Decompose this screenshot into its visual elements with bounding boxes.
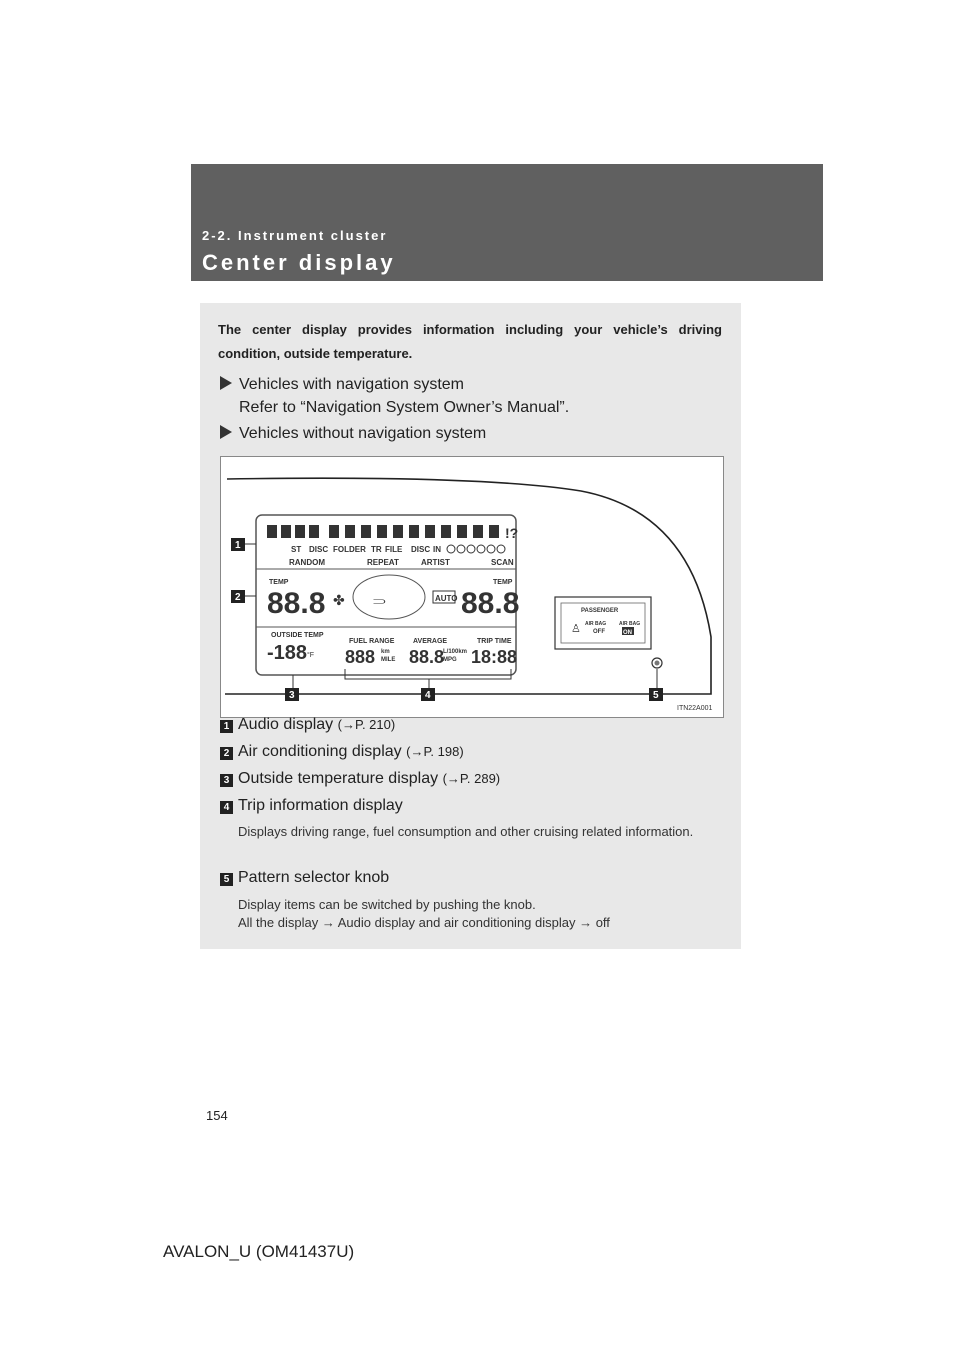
average-label: AVERAGE xyxy=(413,638,448,645)
item-label: Pattern selector knob xyxy=(238,869,390,886)
bullet-navigation xyxy=(220,373,569,419)
warning-symbol: !? xyxy=(505,525,519,541)
trip-bracket xyxy=(345,669,511,679)
item-label: Trip information display xyxy=(238,797,403,814)
page-title: Center display xyxy=(202,250,396,275)
triangle-bullet-icon xyxy=(220,376,232,390)
average-unit-mpg: MPG xyxy=(443,657,457,663)
airbag-on: ON xyxy=(623,630,632,636)
section-label: 2-2. Instrument cluster xyxy=(202,228,388,243)
audio-label-st: ST xyxy=(291,545,302,554)
fuel-range-unit-km: km xyxy=(381,649,390,655)
bullet-no-navigation xyxy=(220,422,486,445)
audio-label-disc-2: DISC xyxy=(411,545,431,554)
audio-label-tr: TR xyxy=(371,545,382,554)
item-number: 4 xyxy=(220,801,233,814)
item-audio-display xyxy=(220,715,395,735)
fuel-range-unit-mile: MILE xyxy=(381,657,396,663)
knob-description-1: Display items can be switched by pushing the knob. xyxy=(238,897,536,912)
page-reference: (→P. 198) xyxy=(406,744,464,759)
ac-temp-value-left: 88.8 xyxy=(267,587,326,620)
center-display-illustration xyxy=(221,457,723,717)
callout-3: 3 xyxy=(289,690,295,701)
page-number: 154 xyxy=(206,1108,228,1123)
item-trip-info-display xyxy=(220,796,403,816)
audio-label-in: IN xyxy=(433,545,441,554)
document-footer: AVALON_U (OM41437U) xyxy=(163,1242,355,1261)
airbag-label-off: AIR BAG xyxy=(585,621,607,627)
fuel-range-label: FUEL RANGE xyxy=(349,638,395,645)
ac-temp-label-left: TEMP xyxy=(269,579,289,586)
outside-temp-unit: °F xyxy=(307,652,315,659)
auto-indicator: AUTO xyxy=(435,594,458,603)
fan-icon: ✤ xyxy=(333,592,345,608)
callout-2: 2 xyxy=(235,592,241,603)
triangle-bullet-icon xyxy=(220,425,232,439)
item-label: Audio display xyxy=(238,716,334,733)
item-number: 1 xyxy=(220,720,233,733)
ac-temp-value-right: 88.8 xyxy=(461,587,520,620)
audio-label-repeat: REPEAT xyxy=(367,558,399,567)
trip-info-description: Displays driving range, fuel consumption and other cruising related information. xyxy=(238,824,694,839)
audio-label-folder: FOLDER xyxy=(333,545,366,554)
item-pattern-selector-knob xyxy=(220,868,389,888)
passenger-label: PASSENGER xyxy=(581,608,619,614)
page-reference: (→P. 289) xyxy=(442,771,501,786)
audio-label-disc: DISC xyxy=(309,545,329,554)
disc-slot-icons xyxy=(447,545,505,553)
airbag-label-on: AIR BAG xyxy=(619,621,641,627)
intro-text: The center display provides information including your vehicle’s driving condition, outside temperature. xyxy=(218,322,722,361)
bullet-title: Vehicles with navigation system xyxy=(239,376,464,393)
item-label: Air conditioning display xyxy=(238,743,402,760)
item-number: 3 xyxy=(220,774,233,787)
audio-label-random: RANDOM xyxy=(289,558,325,567)
knob-description-2: All the display → Audio display and air conditioning display → off xyxy=(238,915,610,930)
ac-temp-label-right: TEMP xyxy=(493,579,513,586)
trip-time-value: 18:88 xyxy=(471,647,518,667)
callout-5: 5 xyxy=(653,690,659,701)
center-display-figure xyxy=(220,456,724,718)
fuel-range-value: 888 xyxy=(345,647,376,667)
outside-temp-label: OUTSIDE TEMP xyxy=(271,632,324,639)
bullet-sub: Refer to “Navigation System Owner’s Manual”. xyxy=(239,399,570,416)
audio-label-artist: ARTIST xyxy=(421,558,450,567)
airflow-mode-icon: ⥰ xyxy=(373,592,386,609)
item-number: 5 xyxy=(220,873,233,886)
trip-time-label: TRIP TIME xyxy=(477,638,512,645)
bullet-title: Vehicles without navigation system xyxy=(239,425,487,442)
page-reference: (→P. 210) xyxy=(337,717,396,732)
item-outside-temp-display xyxy=(220,769,500,789)
figure-id: ITN22A001 xyxy=(677,705,713,712)
audio-label-scan: SCAN xyxy=(491,558,514,567)
item-number: 2 xyxy=(220,747,233,760)
average-value: 88.8 xyxy=(409,647,445,667)
airflow-ring xyxy=(353,575,425,619)
seatbelt-icon: ♙ xyxy=(571,623,581,635)
airbag-off: OFF xyxy=(593,629,605,635)
callout-4: 4 xyxy=(425,690,431,701)
item-label: Outside temperature display xyxy=(238,770,439,787)
average-unit-l100km: L/100km xyxy=(443,649,468,655)
item-ac-display xyxy=(220,742,464,762)
callout-1: 1 xyxy=(235,540,241,551)
audio-segment-row xyxy=(267,525,499,538)
audio-label-file: FILE xyxy=(385,545,403,554)
outside-temp-value: -188 xyxy=(267,642,308,664)
